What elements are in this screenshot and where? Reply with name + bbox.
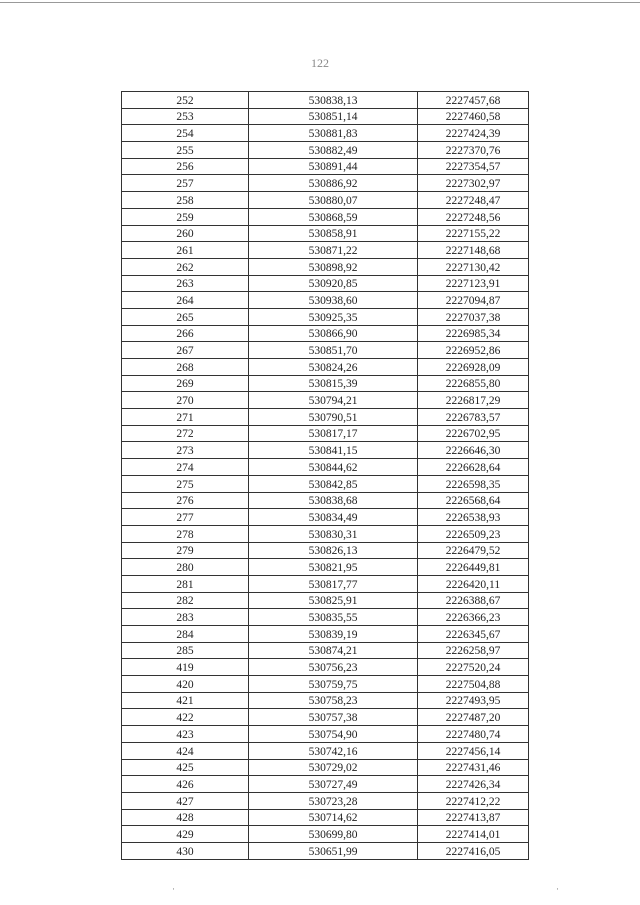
y-coordinate-cell: 2226258,97 — [418, 642, 529, 659]
table-row — [122, 676, 529, 693]
x-coordinate-cell: 530880,07 — [249, 192, 418, 209]
y-coordinate-cell: 2227248,47 — [418, 192, 529, 209]
x-coordinate-cell: 530891,44 — [249, 158, 418, 175]
y-coordinate-cell: 2227456,14 — [418, 742, 529, 759]
table-row — [122, 208, 529, 225]
y-coordinate-cell: 2227354,57 — [418, 158, 529, 175]
point-id-cell: 264 — [122, 292, 249, 309]
y-coordinate-cell: 2227094,87 — [418, 292, 529, 309]
table-row — [122, 592, 529, 609]
point-id-cell: 283 — [122, 609, 249, 626]
x-coordinate-cell: 530834,49 — [249, 509, 418, 526]
point-id-cell: 269 — [122, 375, 249, 392]
point-id-cell: 429 — [122, 826, 249, 843]
y-coordinate-cell: 2226817,29 — [418, 392, 529, 409]
table-row — [122, 826, 529, 843]
table-row — [122, 175, 529, 192]
point-id-cell: 262 — [122, 258, 249, 275]
table-row — [122, 709, 529, 726]
x-coordinate-cell: 530838,13 — [249, 92, 418, 109]
y-coordinate-cell: 2227370,76 — [418, 142, 529, 159]
y-coordinate-cell: 2226388,67 — [418, 592, 529, 609]
x-coordinate-cell: 530723,28 — [249, 792, 418, 809]
table-row — [122, 442, 529, 459]
x-coordinate-cell: 530729,02 — [249, 759, 418, 776]
x-coordinate-cell: 530839,19 — [249, 626, 418, 643]
y-coordinate-cell: 2226509,23 — [418, 525, 529, 542]
table-row — [122, 108, 529, 125]
table-row — [122, 642, 529, 659]
x-coordinate-cell: 530920,85 — [249, 275, 418, 292]
table-row — [122, 225, 529, 242]
point-id-cell: 259 — [122, 208, 249, 225]
point-id-cell: 255 — [122, 142, 249, 159]
point-id-cell: 265 — [122, 308, 249, 325]
point-id-cell: 277 — [122, 509, 249, 526]
y-coordinate-cell: 2227480,74 — [418, 726, 529, 743]
y-coordinate-cell: 2227037,38 — [418, 308, 529, 325]
table-row — [122, 742, 529, 759]
point-id-cell: 423 — [122, 726, 249, 743]
x-coordinate-cell: 530844,62 — [249, 459, 418, 476]
table-row — [122, 325, 529, 342]
table-row — [122, 726, 529, 743]
y-coordinate-cell: 2226855,80 — [418, 375, 529, 392]
y-coordinate-cell: 2227155,22 — [418, 225, 529, 242]
x-coordinate-cell: 530825,91 — [249, 592, 418, 609]
table-row — [122, 492, 529, 509]
x-coordinate-cell: 530886,92 — [249, 175, 418, 192]
table-row — [122, 759, 529, 776]
y-coordinate-cell: 2227424,39 — [418, 125, 529, 142]
x-coordinate-cell: 530868,59 — [249, 208, 418, 225]
table-row — [122, 409, 529, 426]
x-coordinate-cell: 530824,26 — [249, 359, 418, 376]
table-row — [122, 92, 529, 109]
table-row — [122, 842, 529, 859]
table-row — [122, 559, 529, 576]
table-row — [122, 242, 529, 259]
point-id-cell: 426 — [122, 776, 249, 793]
point-id-cell: 422 — [122, 709, 249, 726]
y-coordinate-cell: 2227431,46 — [418, 759, 529, 776]
x-coordinate-cell: 530817,17 — [249, 425, 418, 442]
x-coordinate-cell: 530882,49 — [249, 142, 418, 159]
table-row — [122, 692, 529, 709]
point-id-cell: 271 — [122, 409, 249, 426]
table-row — [122, 158, 529, 175]
table-row — [122, 275, 529, 292]
point-id-cell: 282 — [122, 592, 249, 609]
x-coordinate-cell: 530938,60 — [249, 292, 418, 309]
x-coordinate-cell: 530874,21 — [249, 642, 418, 659]
point-id-cell: 263 — [122, 275, 249, 292]
y-coordinate-cell: 2226449,81 — [418, 559, 529, 576]
point-id-cell: 256 — [122, 158, 249, 175]
table-row — [122, 659, 529, 676]
y-coordinate-cell: 2227460,58 — [418, 108, 529, 125]
point-id-cell: 280 — [122, 559, 249, 576]
x-coordinate-cell: 530794,21 — [249, 392, 418, 409]
y-coordinate-cell: 2226568,64 — [418, 492, 529, 509]
point-id-cell: 268 — [122, 359, 249, 376]
x-coordinate-cell: 530651,99 — [249, 842, 418, 859]
x-coordinate-cell: 530758,23 — [249, 692, 418, 709]
x-coordinate-cell: 530925,35 — [249, 308, 418, 325]
y-coordinate-cell: 2227248,56 — [418, 208, 529, 225]
point-id-cell: 420 — [122, 676, 249, 693]
table-row — [122, 359, 529, 376]
table-row — [122, 308, 529, 325]
y-coordinate-cell: 2226420,11 — [418, 575, 529, 592]
point-id-cell: 279 — [122, 542, 249, 559]
scan-mark: · — [172, 884, 175, 894]
x-coordinate-cell: 530842,85 — [249, 475, 418, 492]
y-coordinate-cell: 2226985,34 — [418, 325, 529, 342]
y-coordinate-cell: 2226702,95 — [418, 425, 529, 442]
table-row — [122, 609, 529, 626]
point-id-cell: 267 — [122, 342, 249, 359]
table-row — [122, 809, 529, 826]
x-coordinate-cell: 530871,22 — [249, 242, 418, 259]
y-coordinate-cell: 2227148,68 — [418, 242, 529, 259]
point-id-cell: 425 — [122, 759, 249, 776]
coordinates-table-body — [122, 92, 529, 860]
point-id-cell: 419 — [122, 659, 249, 676]
x-coordinate-cell: 530841,15 — [249, 442, 418, 459]
x-coordinate-cell: 530815,39 — [249, 375, 418, 392]
y-coordinate-cell: 2227413,87 — [418, 809, 529, 826]
point-id-cell: 253 — [122, 108, 249, 125]
y-coordinate-cell: 2227487,20 — [418, 709, 529, 726]
table-row — [122, 192, 529, 209]
table-row — [122, 792, 529, 809]
x-coordinate-cell: 530742,16 — [249, 742, 418, 759]
y-coordinate-cell: 2227416,05 — [418, 842, 529, 859]
x-coordinate-cell: 530830,31 — [249, 525, 418, 542]
y-coordinate-cell: 2227457,68 — [418, 92, 529, 109]
y-coordinate-cell: 2226646,30 — [418, 442, 529, 459]
x-coordinate-cell: 530817,77 — [249, 575, 418, 592]
point-id-cell: 424 — [122, 742, 249, 759]
point-id-cell: 258 — [122, 192, 249, 209]
x-coordinate-cell: 530756,23 — [249, 659, 418, 676]
table-row — [122, 509, 529, 526]
table-row — [122, 258, 529, 275]
table-row — [122, 375, 529, 392]
table-row — [122, 142, 529, 159]
y-coordinate-cell: 2227123,91 — [418, 275, 529, 292]
x-coordinate-cell: 530838,68 — [249, 492, 418, 509]
table-row — [122, 575, 529, 592]
x-coordinate-cell: 530835,55 — [249, 609, 418, 626]
y-coordinate-cell: 2226783,57 — [418, 409, 529, 426]
point-id-cell: 278 — [122, 525, 249, 542]
point-id-cell: 428 — [122, 809, 249, 826]
table-row — [122, 342, 529, 359]
point-id-cell: 427 — [122, 792, 249, 809]
y-coordinate-cell: 2227504,88 — [418, 676, 529, 693]
y-coordinate-cell: 2226598,35 — [418, 475, 529, 492]
y-coordinate-cell: 2227412,22 — [418, 792, 529, 809]
y-coordinate-cell: 2227426,34 — [418, 776, 529, 793]
table-row — [122, 125, 529, 142]
y-coordinate-cell: 2226366,23 — [418, 609, 529, 626]
y-coordinate-cell: 2226628,64 — [418, 459, 529, 476]
point-id-cell: 273 — [122, 442, 249, 459]
table-row — [122, 292, 529, 309]
x-coordinate-cell: 530851,70 — [249, 342, 418, 359]
y-coordinate-cell: 2226928,09 — [418, 359, 529, 376]
x-coordinate-cell: 530727,49 — [249, 776, 418, 793]
y-coordinate-cell: 2226952,86 — [418, 342, 529, 359]
point-id-cell: 270 — [122, 392, 249, 409]
point-id-cell: 275 — [122, 475, 249, 492]
y-coordinate-cell: 2226345,67 — [418, 626, 529, 643]
point-id-cell: 281 — [122, 575, 249, 592]
x-coordinate-cell: 530714,62 — [249, 809, 418, 826]
coordinates-table — [121, 91, 529, 860]
x-coordinate-cell: 530790,51 — [249, 409, 418, 426]
y-coordinate-cell: 2227130,42 — [418, 258, 529, 275]
table-row — [122, 459, 529, 476]
scan-mark: · — [556, 884, 559, 894]
table-row — [122, 425, 529, 442]
point-id-cell: 285 — [122, 642, 249, 659]
point-id-cell: 260 — [122, 225, 249, 242]
point-id-cell: 421 — [122, 692, 249, 709]
x-coordinate-cell: 530851,14 — [249, 108, 418, 125]
x-coordinate-cell: 530858,91 — [249, 225, 418, 242]
x-coordinate-cell: 530826,13 — [249, 542, 418, 559]
x-coordinate-cell: 530699,80 — [249, 826, 418, 843]
page-number: 122 — [311, 56, 329, 70]
page-top-rule — [0, 2, 640, 3]
x-coordinate-cell: 530757,38 — [249, 709, 418, 726]
point-id-cell: 430 — [122, 842, 249, 859]
point-id-cell: 272 — [122, 425, 249, 442]
y-coordinate-cell: 2227493,95 — [418, 692, 529, 709]
x-coordinate-cell: 530881,83 — [249, 125, 418, 142]
table-row — [122, 626, 529, 643]
table-row — [122, 776, 529, 793]
table-row — [122, 542, 529, 559]
point-id-cell: 274 — [122, 459, 249, 476]
y-coordinate-cell: 2227520,24 — [418, 659, 529, 676]
x-coordinate-cell: 530821,95 — [249, 559, 418, 576]
table-row — [122, 475, 529, 492]
point-id-cell: 252 — [122, 92, 249, 109]
x-coordinate-cell: 530759,75 — [249, 676, 418, 693]
point-id-cell: 261 — [122, 242, 249, 259]
x-coordinate-cell: 530754,90 — [249, 726, 418, 743]
y-coordinate-cell: 2226479,52 — [418, 542, 529, 559]
y-coordinate-cell: 2227414,01 — [418, 826, 529, 843]
point-id-cell: 266 — [122, 325, 249, 342]
point-id-cell: 257 — [122, 175, 249, 192]
point-id-cell: 254 — [122, 125, 249, 142]
x-coordinate-cell: 530898,92 — [249, 258, 418, 275]
table-row — [122, 525, 529, 542]
point-id-cell: 276 — [122, 492, 249, 509]
y-coordinate-cell: 2226538,93 — [418, 509, 529, 526]
x-coordinate-cell: 530866,90 — [249, 325, 418, 342]
point-id-cell: 284 — [122, 626, 249, 643]
y-coordinate-cell: 2227302,97 — [418, 175, 529, 192]
table-row — [122, 392, 529, 409]
